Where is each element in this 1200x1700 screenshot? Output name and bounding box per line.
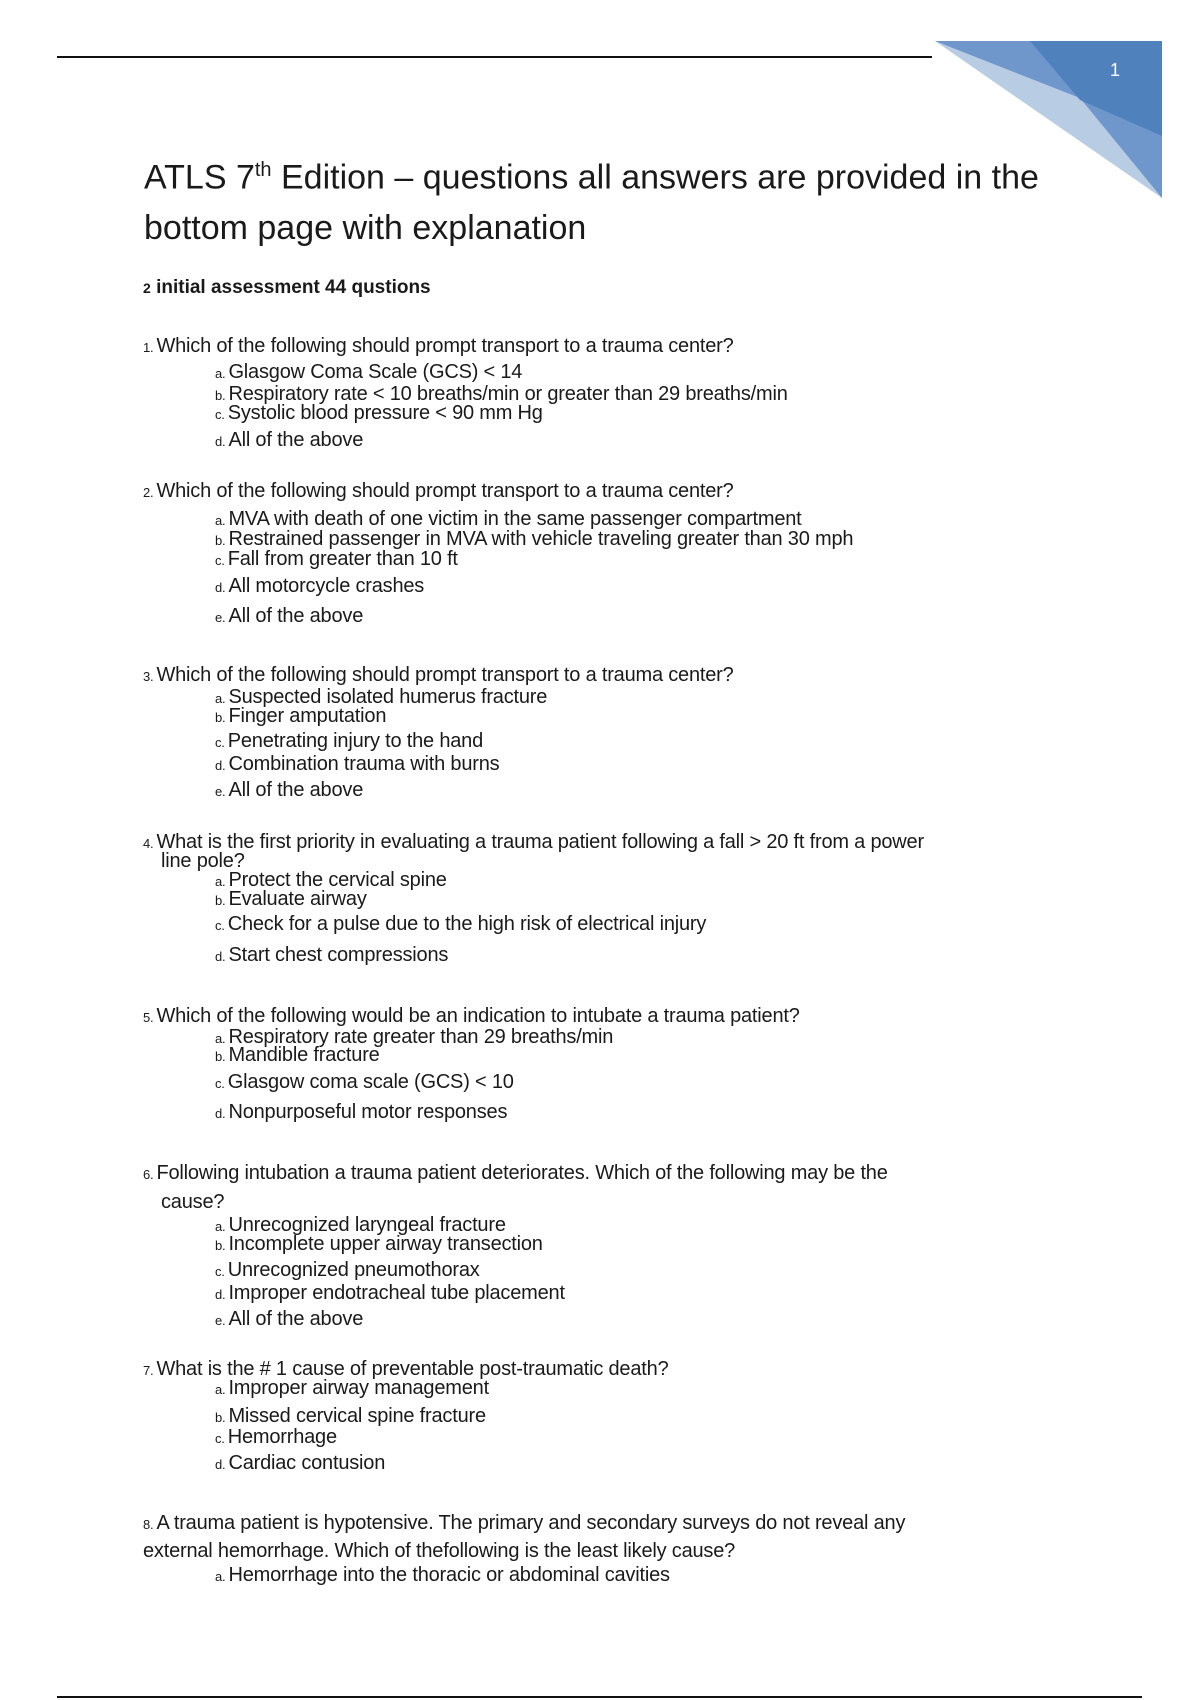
- answer-option: c. Check for a pulse due to the high risk of electrical injury: [215, 913, 707, 935]
- answer-option: a. Hemorrhage into the thoracic or abdominal cavities: [215, 1564, 670, 1586]
- answer-option: a. Protect the cervical spine: [215, 869, 447, 891]
- answer-option: b. Restrained passenger in MVA with vehicle traveling greater than 30 mph: [215, 528, 854, 550]
- question-text-continued: cause?: [161, 1191, 225, 1213]
- answer-option: b. Respiratory rate < 10 breaths/min or greater than 29 breaths/min: [215, 383, 788, 405]
- question-text: 8. A trauma patient is hypotensive. The primary and secondary surveys do not reveal any: [143, 1512, 906, 1534]
- answer-option: a. Respiratory rate greater than 29 breaths/min: [215, 1026, 614, 1048]
- answer-option: a. Unrecognized laryngeal fracture: [215, 1214, 506, 1236]
- answer-option: b. Finger amputation: [215, 705, 387, 727]
- answer-option: b. Mandible fracture: [215, 1044, 380, 1066]
- question-text: 7. What is the # 1 cause of preventable post-traumatic death?: [143, 1358, 669, 1380]
- page-title: ATLS 7th Edition – questions all answers are provided in the bottom page with explanation: [144, 158, 1039, 248]
- question-text: 2. Which of the following should prompt transport to a trauma center?: [143, 480, 734, 502]
- header-rule: [57, 56, 932, 58]
- question-text: 1. Which of the following should prompt transport to a trauma center?: [143, 335, 734, 357]
- question-text: 5. Which of the following would be an indication to intubate a trauma patient?: [143, 1005, 800, 1027]
- footer-rule: [57, 1696, 1142, 1698]
- answer-option: a. Glasgow Coma Scale (GCS) < 14: [215, 361, 523, 383]
- answer-option: a. Improper airway management: [215, 1377, 489, 1399]
- answer-option: c. Fall from greater than 10 ft: [215, 548, 458, 570]
- answer-option: d. All motorcycle crashes: [215, 575, 425, 597]
- page-number: 1: [1110, 60, 1121, 80]
- question-text-continued: external hemorrhage. Which of thefollowing is the least likely cause?: [143, 1540, 736, 1562]
- answer-option: e. All of the above: [215, 779, 364, 801]
- answer-option: d. All of the above: [215, 429, 364, 451]
- question-text-continued: line pole?: [161, 850, 245, 872]
- answer-option: c. Glasgow coma scale (GCS) < 10: [215, 1071, 514, 1093]
- answer-option: b. Evaluate airway: [215, 888, 367, 910]
- section-heading: 2 initial assessment 44 qustions: [143, 277, 431, 298]
- answer-option: d. Start chest compressions: [215, 944, 449, 966]
- answer-option: c. Unrecognized pneumothorax: [215, 1259, 480, 1281]
- answer-option: b. Missed cervical spine fracture: [215, 1405, 486, 1427]
- answer-option: a. MVA with death of one victim in the same passenger compartment: [215, 508, 802, 530]
- question-text: 4. What is the first priority in evaluating a trauma patient following a fall > 20 ft from a power: [143, 831, 924, 853]
- question-text: 3. Which of the following should prompt transport to a trauma center?: [143, 664, 734, 686]
- answer-option: d. Combination trauma with burns: [215, 753, 500, 775]
- answer-option: d. Nonpurposeful motor responses: [215, 1101, 508, 1123]
- question-text: 6. Following intubation a trauma patient deteriorates. Which of the following may be the: [143, 1162, 888, 1184]
- answer-option: e. All of the above: [215, 605, 364, 627]
- answer-option: d. Improper endotracheal tube placement: [215, 1282, 565, 1304]
- answer-option: e. All of the above: [215, 1308, 364, 1330]
- answer-option: b. Incomplete upper airway transection: [215, 1233, 543, 1255]
- answer-option: c. Hemorrhage: [215, 1426, 337, 1448]
- answer-option: d. Cardiac contusion: [215, 1452, 386, 1474]
- answer-option: c. Systolic blood pressure < 90 mm Hg: [215, 402, 543, 424]
- answer-option: a. Suspected isolated humerus fracture: [215, 686, 548, 708]
- answer-option: c. Penetrating injury to the hand: [215, 730, 484, 752]
